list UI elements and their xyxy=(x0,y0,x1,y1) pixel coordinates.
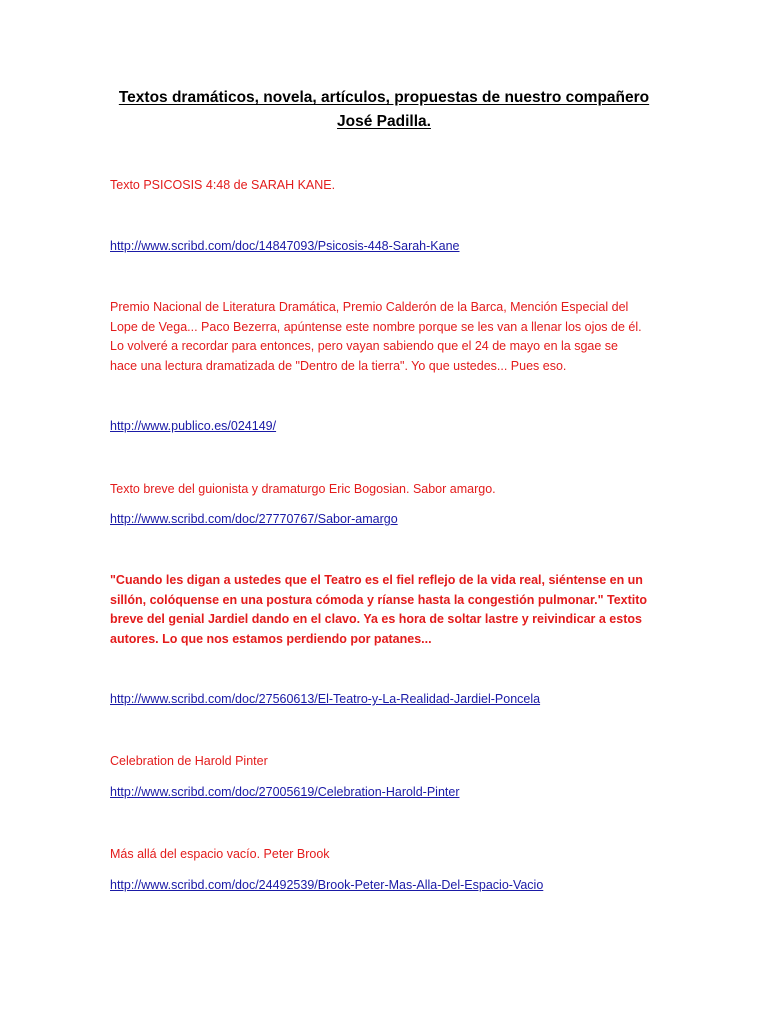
document-title-line-1: Textos dramáticos, novela, artículos, propuestas de nuestro compañero xyxy=(118,89,650,106)
section-6-link[interactable]: http://www.scribd.com/doc/24492539/Brook-Peter-Mas-Alla-Del-Espacio-Vacio xyxy=(110,878,544,892)
document-title-line-2: José Padilla. xyxy=(337,113,431,130)
section-4-text xyxy=(110,571,655,649)
section-1-text xyxy=(110,176,655,196)
section-6-text xyxy=(110,845,655,865)
section-1-link[interactable]: http://www.scribd.com/doc/14847093/Psicosis-448-Sarah-Kane xyxy=(110,239,460,253)
section-2-line-3: Lo volveré a recordar para entonces, pero vayan sabiendo que el 24 de mayo en la sgae se xyxy=(110,339,618,353)
section-4-link[interactable]: http://www.scribd.com/doc/27560613/El-Teatro-y-La-Realidad-Jardiel-Poncela xyxy=(110,692,541,706)
section-4-line-2: sillón, colóquense en una postura cómoda y ríanse hasta la congestión pulmonar." Textito xyxy=(110,592,648,607)
section-1-line-1: Texto PSICOSIS 4:48 de SARAH KANE. xyxy=(110,178,336,192)
section-3-link[interactable]: http://www.scribd.com/doc/27770767/Sabor-amargo xyxy=(110,512,398,526)
section-5-text xyxy=(110,752,655,772)
section-3-line-1: Texto breve del guionista y dramaturgo Eric Bogosian. Sabor amargo. xyxy=(110,482,496,496)
section-3-text xyxy=(110,480,655,500)
section-5-link[interactable]: http://www.scribd.com/doc/27005619/Celebration-Harold-Pinter xyxy=(110,785,460,799)
section-2-line-2: Lope de Vega... Paco Bezerra, apúntense este nombre porque se les van a llenar los ojos de él. xyxy=(110,319,642,334)
section-2-link[interactable]: http://www.publico.es/024149/ xyxy=(110,419,277,433)
section-5-line-1: Celebration de Harold Pinter xyxy=(110,754,268,768)
section-2-line-1: Premio Nacional de Literatura Dramática, Premio Calderón de la Barca, Mención Especial del xyxy=(110,300,629,314)
section-4-line-1: "Cuando les digan a ustedes que el Teatro es el fiel reflejo de la vida real, siéntense en un xyxy=(110,573,643,587)
section-2-text xyxy=(110,298,655,376)
section-4-line-3: breve del genial Jardiel dando en el clavo. Ya es hora de soltar lastre y reivindicar a estos xyxy=(110,612,642,626)
section-6-line-1: Más allá del espacio vacío. Peter Brook xyxy=(110,847,330,861)
section-2-line-4: hace una lectura dramatizada de "Dentro de la tierra". Yo que ustedes... Pues eso. xyxy=(110,358,567,373)
section-4-line-4: autores. Lo que nos estamos perdiendo por patanes... xyxy=(110,631,432,646)
